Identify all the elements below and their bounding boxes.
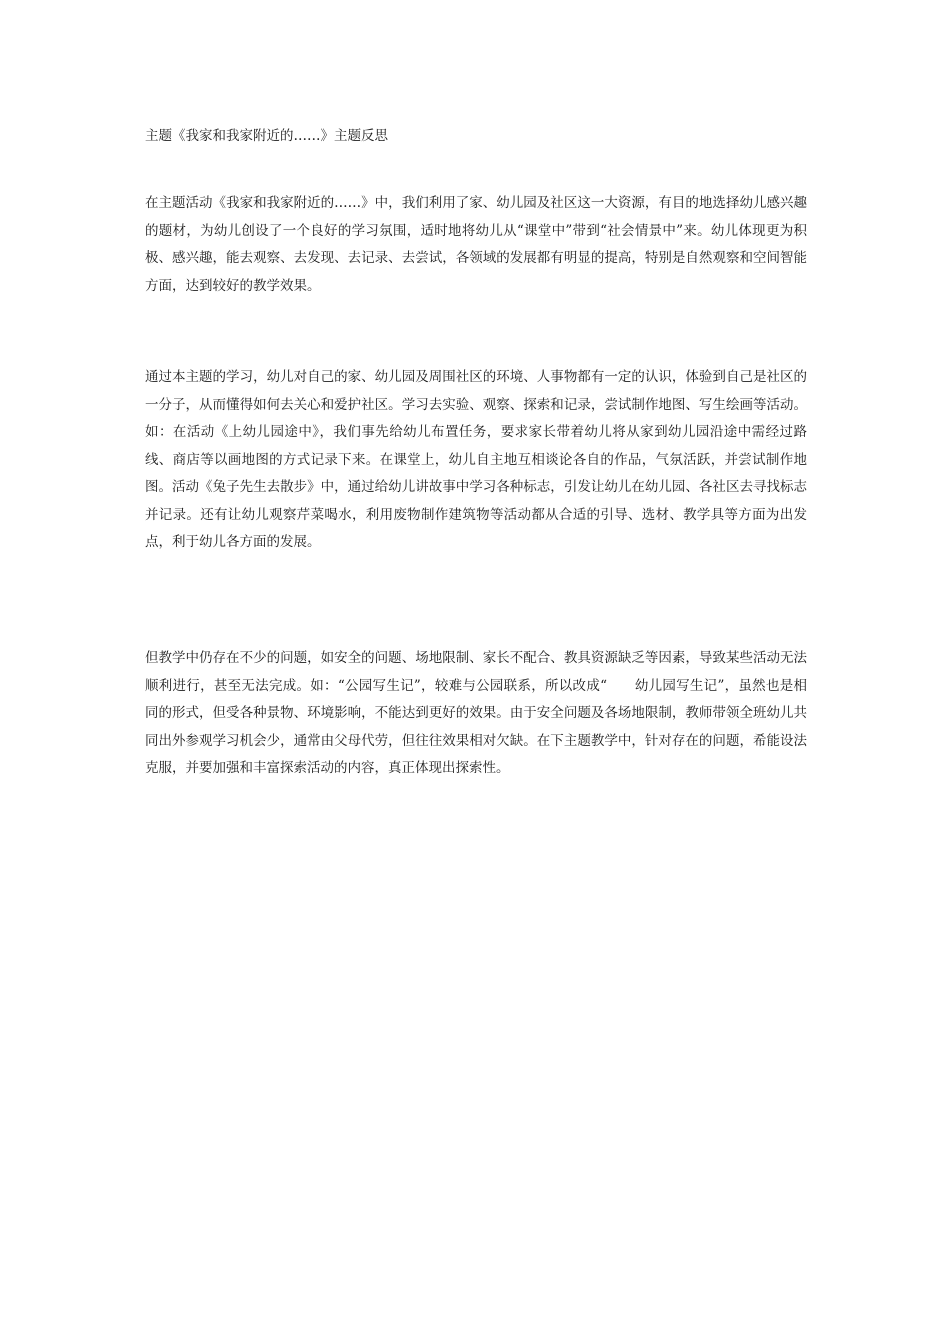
paragraph-intro: 在主题活动《我家和我家附近的……》中，我们利用了家、幼儿园及社区这一大资源，有目的地选择幼儿感兴趣的题材，为幼儿创设了一个良好的学习氛围，适时地将幼儿从“课堂中”带到“社会情景中”来。幼儿体现更为积极、感兴趣，能去观察、去发现、去记录、去尝试，各领域的发展都有明显的提高，特别是自然观察和空间智能方面，达到较好的教学效果。	[145, 195, 807, 294]
paragraph-problems: 但教学中仍存在不少的问题，如安全的问题、场地限制、家长不配合、教具资源缺乏等因素，导致某些活动无法顺利进行，甚至无法完成。如：“公园写生记”，较难与公园联系，所以改成“ 幼儿园写生记”，虽然也是相同的形式，但受各种景物、环境影响，不能达到更好的效果。由于安全问题及各场地限制，教师带领全班幼儿共同出外参观学习机会少，通常由父母代劳，但往往效果相对欠缺。在下主题教学中，针对存在的问题，希能设法克服，并要加强和丰富探索活动的内容，真正体现出探索性。	[145, 650, 807, 776]
paragraph-learning: 通过本主题的学习，幼儿对自己的家、幼儿园及周围社区的环境、人事物都有一定的认识，体验到自己是社区的一分子，从而懂得如何去关心和爱护社区。学习去实验、观察、探索和记录，尝试制作地图、写生绘画等活动。如：在活动《上幼儿园途中》，我们事先给幼儿布置任务，要求家长带着幼儿将从家到幼儿园沿途中需经过路线、商店等以画地图的方式记录下来。在课堂上，幼儿自主地互相谈论各自的作品，气氛活跃，并尝试制作地图。活动《兔子先生去散步》中，通过给幼儿讲故事中学习各种标志，引发让幼儿在幼儿园、各社区去寻找标志并记录。还有让幼儿观察芹菜喝水，利用废物制作建筑物等活动都从合适的引导、选材、教学具等方面为出发点，利于幼儿各方面的发展。	[145, 369, 807, 550]
document-title: 主题《我家和我家附近的……》主题反思	[145, 128, 388, 144]
